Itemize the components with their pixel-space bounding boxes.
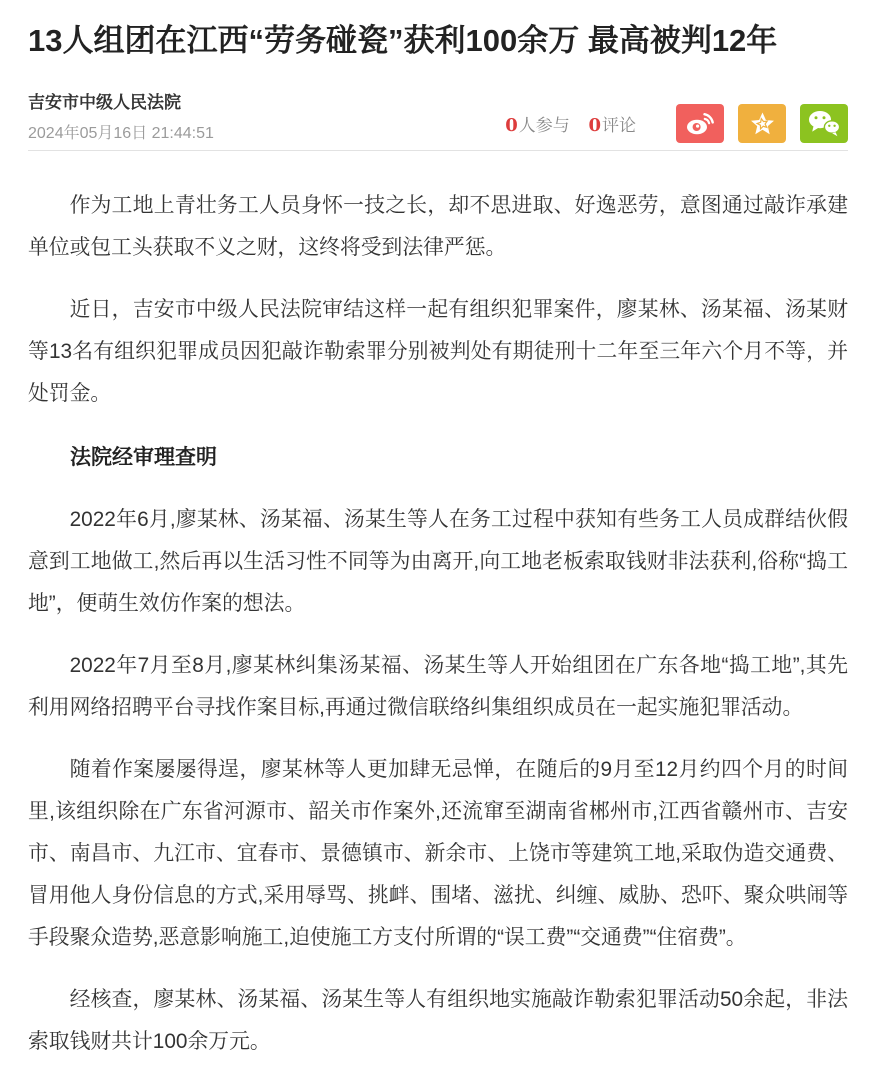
section-heading: 法院经审理查明 — [70, 445, 217, 469]
engagement-stats — [505, 111, 636, 136]
wechat-icon — [807, 109, 841, 137]
star-icon — [749, 110, 776, 137]
participants-count[interactable]: 0 — [505, 114, 518, 136]
share-wechat-button[interactable] — [800, 104, 848, 143]
article-paragraph: 随着作案屡屡得逞，廖某林等人更加肆无忌惮，在随后的9月至12月约四个月的时间里,该组织除在广东省河源市、韶关市作案外,还流窜至湖南省郴州市,江西省赣州市、吉安市、南昌市、九江市、宜春市、景德镇市、新余市、上饶市等建筑工地,采取伪造交通费、冒用他人身份信息的方式,采用辱骂、挑衅、围堵、滋扰、纠缠、威胁、恐吓、聚众哄闹等手段聚众造势,恶意影响施工,迫使施工方支付所谓的“误工费”“交通费”“住宿费”。 — [28, 757, 848, 949]
article-body — [28, 151, 848, 1063]
share-weibo-button[interactable] — [676, 104, 724, 143]
article-paragraph: 经核查，廖某林、汤某福、汤某生等人有组织地实施敲诈勒索犯罪活动50余起，非法索取钱财共计100余万元。 — [28, 987, 848, 1053]
byline — [28, 88, 214, 143]
publish-datetime: 2024年05月16日 21:44:51 — [28, 124, 214, 142]
article-paragraph: 2022年6月,廖某林、汤某福、汤某生等人在务工过程中获知有些务工人员成群结伙假意到工地做工,然后再以生活习性不同等为由离开,向工地老板索取钱财非法获利,俗称“捣工地”，便萌生效仿作案的想法。 — [28, 507, 848, 615]
article-paragraph: 近日，吉安市中级人民法院审结这样一起有组织犯罪案件，廖某林、汤某福、汤某财等13名有组织犯罪成员因犯敲诈勒索罪分别被判处有期徒刑十二年至三年六个月不等，并处罚金。 — [28, 297, 848, 405]
article-title: 13人组团在江西“劳务碰瓷”获利100余万 最高被判12年 — [28, 23, 778, 58]
weibo-icon — [684, 110, 716, 137]
article-header — [28, 22, 848, 151]
favorite-star-button[interactable] — [738, 104, 786, 143]
article-paragraph: 2022年7月至8月,廖某林纠集汤某福、汤某生等人开始组团在广东各地“捣工地”,其先利用网络招聘平台寻找作案目标,再通过微信联络纠集组织成员在一起实施犯罪活动。 — [28, 653, 848, 719]
comments-count[interactable]: 0 — [588, 114, 601, 136]
article-paragraph: 作为工地上青壮务工人员身怀一技之长，却不思进取、好逸恶劳，意图通过敲诈承建单位或包工头获取不义之财，这终将受到法律严惩。 — [28, 193, 848, 259]
article-source[interactable]: 吉安市中级人民法院 — [28, 92, 181, 112]
header-tools — [505, 104, 848, 143]
participants-label[interactable]: 人参与 — [518, 115, 570, 135]
comments-label[interactable]: 评论 — [602, 115, 636, 135]
